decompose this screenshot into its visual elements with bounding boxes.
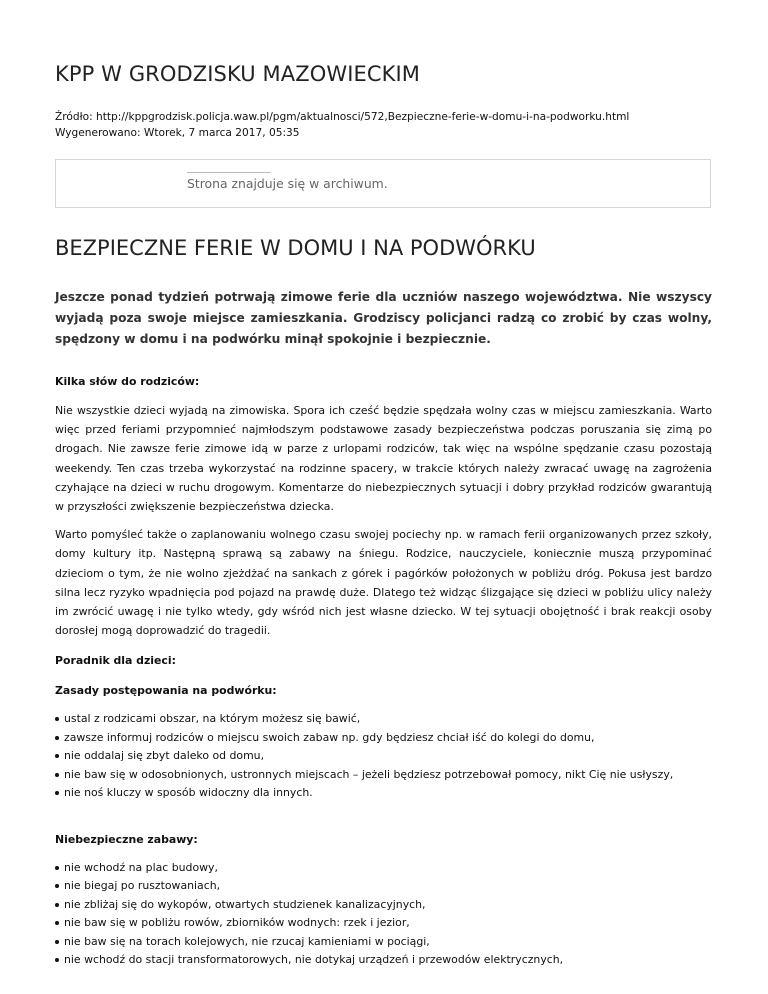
list-item: nie noś kluczy w sposób widoczny dla innych.	[55, 784, 712, 803]
article-lead: Jeszcze ponad tydzień potrwają zimowe ferie dla uczniów naszego województwa. Nie wszyscy wyjadą poza swoje miejsce zamieszkania. Grodziscy policjanci radzą co zrobić by czas wolny, spędzony w domu i na podwórku minął spokojnie i bezpiecznie.	[55, 290, 712, 346]
kids-heading: Poradnik dla dzieci:	[55, 654, 176, 668]
archive-divider	[187, 172, 271, 173]
source-url: Źródło: http://kppgrodzisk.policja.waw.pl/pgm/aktualnosci/572,Bezpieczne-ferie-w-domu-i-na-podworku.html	[55, 111, 630, 123]
archive-notice: Strona znajduje się w archiwum.	[187, 176, 388, 191]
list-item: ustal z rodzicami obszar, na którym możesz się bawić,	[55, 710, 712, 729]
yard-rules-list	[55, 710, 712, 803]
list-item: nie wchodź na plac budowy,	[55, 859, 712, 878]
article-body	[55, 287, 712, 970]
list-item: nie biegaj po rusztowaniach,	[55, 877, 712, 896]
list-item: zawsze informuj rodziców o miejscu swoich zabaw np. gdy będziesz chciał iść do kolegi do domu,	[55, 729, 712, 748]
list-item: nie baw się na torach kolejowych, nie rzucaj kamieniami w pociągi,	[55, 933, 712, 952]
paragraph: Nie wszystkie dzieci wyjadą na zimowiska. Spora ich cześć będzie spędzała wolny czas w miejscu zamieszkania. Warto więc przed feriami przypomnieć najmłodszym podstawowe zasady bezpieczeństwa podczas poruszania się zimą po drogach. Nie zawsze ferie zimowe idą w parze z urlopami rodziców, tak więc na wspólne spędzanie czasu pozostają weekendy. Ten czas trzeba wykorzystać na rodzinne spacery, w trakcie których należy zwracać uwagę na zagrożenia czyhające na dzieci w ruchu drogowym. Komentarze do niebezpiecznych sytuacji i dobry przykład rodziców gwarantują w przyszłości zwiększenie bezpieczeństwa dziecka.	[55, 404, 712, 514]
list-item: nie wchodź do stacji transformatorowych, nie dotykaj urządzeń i przewodów elektrycznych,	[55, 951, 712, 970]
generated-date: Wygenerowano: Wtorek, 7 marca 2017, 05:35	[55, 126, 300, 139]
list-item: nie zbliżaj się do wykopów, otwartych studzienek kanalizacyjnych,	[55, 896, 712, 915]
paragraph: Warto pomyśleć także o zaplanowaniu wolnego czasu swojej pociechy np. w ramach ferii organizowanych przez szkoły, domy kultury itp. Następną sprawą są zabawy na śniegu. Rodzice, nauczyciele, koniecznie muszą przypominać dzieciom o tym, że nie wolno zjeżdżać na sankach z górek i pagórków położonych w pobliżu dróg. Pokusa jest bardzo silna lecz ryzyko wpadnięcia pod pojazd na prawdę duże. Dlatego też widząc ślizgające się dzieci w pobliżu ulicy należy im zwrócić uwagę i nie tylko wtedy, gdy wśród nich jest własne dziecko. W tej sytuacji obojętność i brak reakcji osoby dorosłej mogą doprowadzić do tragedii.	[55, 528, 712, 638]
list-item: nie baw się w pobliżu rowów, zbiorników wodnych: rzek i jezior,	[55, 914, 712, 933]
parents-heading: Kilka słów do rodziców:	[55, 375, 200, 388]
dangerous-games-heading: Niebezpieczne zabawy:	[55, 832, 198, 846]
dangerous-games-list	[55, 859, 712, 970]
yard-rules-heading: Zasady postępowania na podwórku:	[55, 684, 277, 698]
article-title: BEZPIECZNE FERIE W DOMU I NA PODWÓRKU	[55, 236, 536, 260]
print-meta	[55, 110, 629, 141]
list-item: nie oddalaj się zbyt daleko od domu,	[55, 747, 712, 766]
site-title: KPP W GRODZISKU MAZOWIECKIM	[55, 62, 421, 86]
archive-notice-box	[55, 159, 711, 208]
list-item: nie baw się w odosobnionych, ustronnych miejscach – jeżeli będziesz potrzebował pomocy, nikt Cię nie usłyszy,	[55, 766, 712, 785]
